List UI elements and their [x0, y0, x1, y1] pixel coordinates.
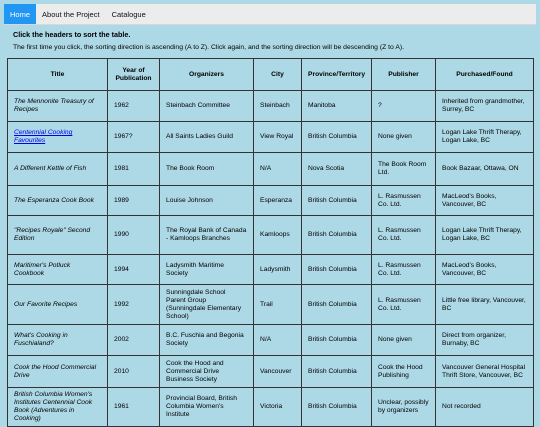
cell-organizers: The Royal Bank of Canada - Kamloops Branches — [160, 216, 254, 255]
cell-organizers: Provincial Board, British Columbia Women's Institute — [160, 388, 254, 427]
cell-province: British Columbia — [302, 388, 372, 427]
cell-organizers: Louise Johnson — [160, 186, 254, 216]
cell-organizers: The Book Room — [160, 153, 254, 186]
nav-home[interactable]: Home — [4, 4, 36, 24]
cell-city: Trail — [254, 285, 302, 325]
cell-city: Steinbach — [254, 91, 302, 122]
cell-province: Manitoba — [302, 91, 372, 122]
cell-found: MacLeod's Books, Vancouver, BC — [436, 186, 534, 216]
cell-year: 2010 — [108, 356, 160, 388]
header-year[interactable]: Year of Publication — [108, 59, 160, 91]
table-row — [8, 186, 534, 216]
header-organizers[interactable]: Organizers — [160, 59, 254, 91]
cell-publisher: ? — [372, 91, 436, 122]
header-found[interactable]: Purchased/Found — [436, 59, 534, 91]
cell-province: Nova Scotia — [302, 153, 372, 186]
cell-province: British Columbia — [302, 356, 372, 388]
cell-title: Our Favorite Recipes — [8, 285, 108, 325]
cell-year: 2002 — [108, 325, 160, 356]
cell-city: Ladysmith — [254, 255, 302, 285]
cell-found: Book Bazaar, Ottawa, ON — [436, 153, 534, 186]
cell-province: British Columbia — [302, 216, 372, 255]
cell-year: 1962 — [108, 91, 160, 122]
table-row — [8, 122, 534, 153]
cell-province: British Columbia — [302, 285, 372, 325]
instructions-heading: Click the headers to sort the table. — [13, 30, 131, 39]
table-row — [8, 356, 534, 388]
cell-title: Cook the Hood Commercial Drive — [8, 356, 108, 388]
cookbook-link[interactable]: Centennial Cooking Favourites — [14, 129, 73, 144]
cell-organizers: Cook the Hood and Commercial Drive Business Society — [160, 356, 254, 388]
cell-title: "Recipes Royale" Second Edition — [8, 216, 108, 255]
cell-publisher: L. Rasmussen Co. Ltd. — [372, 255, 436, 285]
cell-organizers: Steinbach Committee — [160, 91, 254, 122]
cell-province: British Columbia — [302, 325, 372, 356]
cell-year: 1990 — [108, 216, 160, 255]
cell-organizers: All Saints Ladies Guild — [160, 122, 254, 153]
cookbook-table — [7, 58, 534, 427]
cell-province: British Columbia — [302, 186, 372, 216]
table-row — [8, 325, 534, 356]
cell-publisher: None given — [372, 325, 436, 356]
cell-year: 1967? — [108, 122, 160, 153]
cell-organizers: Ladysmith Maritime Society — [160, 255, 254, 285]
top-nav-bar — [4, 4, 536, 25]
cell-year: 1989 — [108, 186, 160, 216]
cell-found: Inherited from grandmother, Surrey, BC — [436, 91, 534, 122]
cell-city: N/A — [254, 325, 302, 356]
header-publisher[interactable]: Publisher — [372, 59, 436, 91]
cell-title: The Mennonite Treasury of Recipes — [8, 91, 108, 122]
cell-year: 1981 — [108, 153, 160, 186]
cell-publisher: None given — [372, 122, 436, 153]
cell-year: 1994 — [108, 255, 160, 285]
cell-title: British Columbia Women's Institutes Centennial Cook Book (Adventures in Cooking) — [8, 388, 108, 427]
instructions-note: The first time you click, the sorting direction is ascending (A to Z). Click again, and the sorting direction will be descending (Z to A). — [13, 44, 404, 51]
cell-publisher: L. Rasmussen Co. Ltd. — [372, 285, 436, 325]
cell-title: A Different Kettle of Fish — [8, 153, 108, 186]
header-province[interactable]: Province/Territory — [302, 59, 372, 91]
cell-city: Victoria — [254, 388, 302, 427]
cell-title — [8, 122, 108, 153]
cell-title: The Esperanza Cook Book — [8, 186, 108, 216]
table-row — [8, 216, 534, 255]
nav-about[interactable]: About the Project — [42, 9, 100, 19]
cell-found: Direct from organizer, Burnaby, BC — [436, 325, 534, 356]
cell-organizers: B.C. Fuschia and Begonia Society — [160, 325, 254, 356]
cell-title: What's Cooking in Fuschialand? — [8, 325, 108, 356]
cell-province: British Columbia — [302, 255, 372, 285]
cell-publisher: Unclear, possibly by organizers — [372, 388, 436, 427]
cell-found: Logan Lake Thrift Therapy, Logan Lake, BC — [436, 216, 534, 255]
table-row — [8, 285, 534, 325]
cell-found: Vancouver General Hospital Thrift Store, Vancouver, BC — [436, 356, 534, 388]
cell-year: 1961 — [108, 388, 160, 427]
table-row — [8, 91, 534, 122]
cell-found: Not recorded — [436, 388, 534, 427]
cell-city: Kamloops — [254, 216, 302, 255]
cell-year: 1992 — [108, 285, 160, 325]
cell-organizers: Sunningdale School Parent Group (Sunningdale Elementary School) — [160, 285, 254, 325]
cell-province: British Columbia — [302, 122, 372, 153]
cell-publisher: The Book Room Ltd. — [372, 153, 436, 186]
cell-publisher: L. Rasmussen Co. Ltd. — [372, 216, 436, 255]
table-header-row — [8, 59, 534, 91]
table-row — [8, 153, 534, 186]
header-title[interactable]: Title — [8, 59, 108, 91]
cell-publisher: L. Rasmussen Co. Ltd. — [372, 186, 436, 216]
nav-catalogue[interactable]: Catalogue — [111, 9, 146, 19]
cell-found: Logan Lake Thrift Therapy, Logan Lake, BC — [436, 122, 534, 153]
cell-city: Esperanza — [254, 186, 302, 216]
cell-found: MacLeod's Books, Vancouver, BC — [436, 255, 534, 285]
cell-city: Vancouver — [254, 356, 302, 388]
cell-publisher: Cook the Hood Publishing — [372, 356, 436, 388]
cell-city: N/A — [254, 153, 302, 186]
cell-found: Little free library, Vancouver, BC — [436, 285, 534, 325]
instructions — [13, 30, 533, 57]
table-row — [8, 255, 534, 285]
cell-city: View Royal — [254, 122, 302, 153]
table-row — [8, 388, 534, 427]
header-city[interactable]: City — [254, 59, 302, 91]
cell-title: Maritimer's Potluck Cookbook — [8, 255, 108, 285]
